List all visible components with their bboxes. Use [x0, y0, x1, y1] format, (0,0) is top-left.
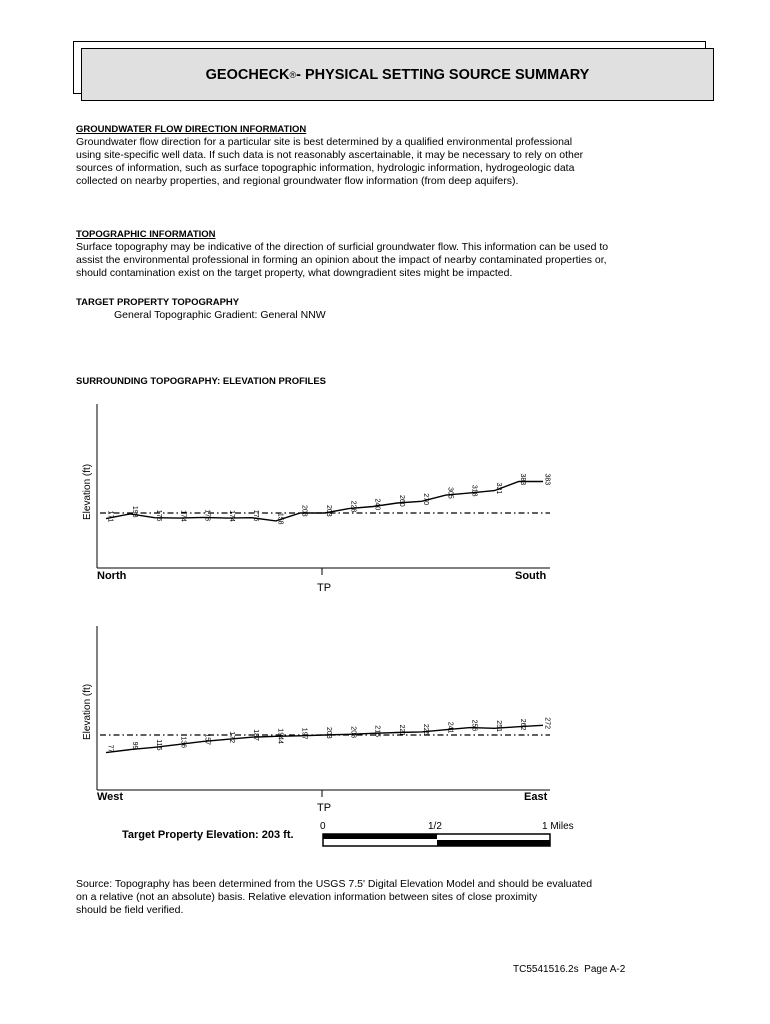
elevation-value-label: 203 — [325, 727, 332, 739]
topographic-line: assist the environmental professional in forming an opinion about the impact of nearby contaminated properties or, — [76, 254, 607, 266]
ns-end-label: South — [515, 570, 547, 582]
elevation-value-label: 221 — [397, 724, 405, 737]
elevation-value-label: 197 — [300, 727, 308, 740]
surrounding-heading: SURROUNDING TOPOGRAPHY: ELEVATION PROFILES — [76, 376, 327, 387]
document-code: TC5541516.2s — [513, 964, 579, 975]
page-number: Page A-2 — [584, 964, 626, 975]
we-end-label: East — [524, 791, 548, 803]
elevation-value-label: 256 — [470, 719, 478, 732]
elevation-value-label: 178 — [203, 509, 211, 522]
title-rest: - PHYSICAL SETTING SOURCE SUMMARY — [296, 66, 590, 83]
elevation-value-label: 260 — [397, 495, 405, 507]
elevation-value-label: 176 — [155, 509, 163, 522]
page-footer — [513, 964, 625, 975]
elevation-value-label: 383 — [519, 473, 527, 486]
scale-bar-first-half — [323, 834, 437, 839]
elevation-value-label: 241 — [446, 721, 454, 734]
we-tp-label: TP — [317, 802, 332, 814]
groundwater-line: collected on nearby properties, and regional groundwater flow information (from deep aquifers). — [76, 175, 519, 187]
elevation-value-label: 174 — [227, 510, 235, 522]
source-line: should be field verified. — [76, 904, 184, 916]
elevation-value-label: 305 — [446, 487, 454, 499]
scale-half-label: 1/2 — [428, 821, 442, 832]
elevation-value-label: 174 — [179, 510, 187, 522]
registered-mark: ® — [289, 69, 297, 80]
elevation-value-label: 240 — [373, 498, 381, 511]
groundwater-line: using site-specific well data. If such data is not reasonably ascertainable, it may be necessary to rely on other — [76, 149, 584, 161]
groundwater-heading: GROUNDWATER FLOW DIRECTION INFORMATION — [76, 124, 307, 135]
elevation-value-label: 383 — [543, 473, 551, 486]
elevation-value-label: 203 — [325, 505, 332, 517]
elevation-value-label: 158 — [276, 512, 284, 525]
scale-bar — [322, 833, 552, 849]
elevation-value-label: 208 — [349, 726, 357, 738]
elevation-value-label: 331 — [494, 482, 502, 495]
groundwater-line: Groundwater flow direction for a particular site is best determined by a qualified environmental professional — [76, 136, 573, 148]
elevation-value-label: 157 — [203, 733, 211, 746]
elevation-value-label: 203 — [300, 505, 308, 517]
target-property-elevation: Target Property Elevation: 203 ft. — [122, 829, 294, 841]
title-main: GEOCHECK — [205, 66, 290, 83]
topographic-gradient: General Topographic Gradient: General NNW — [114, 309, 326, 321]
scale-bar-second-half — [437, 840, 550, 846]
elevation-value-label: 198 — [130, 505, 138, 518]
scale-one-label: 1 Miles — [542, 821, 574, 832]
elevation-value-label: 99 — [130, 741, 138, 750]
source-note — [76, 878, 676, 917]
elevation-value-label: 115 — [155, 739, 163, 751]
elevation-value-label: 251 — [494, 720, 502, 732]
we-start-label: West — [97, 791, 124, 803]
we-y-axis-title: Elevation (ft) — [82, 683, 93, 740]
elevation-value-label: 187 — [252, 729, 260, 741]
elevation-value-label: 215 — [373, 725, 381, 737]
topographic-heading: TOPOGRAPHIC INFORMATION — [76, 229, 216, 240]
groundwater-line: sources of information, such as surface topographic information, hydrologic information, hydrogeologic data — [76, 162, 575, 174]
elevation-value-label: 77 — [106, 744, 114, 753]
source-line: on a relative (not an absolute) basis. Relative elevation information between sites of close proximity — [76, 891, 538, 903]
source-line: Source: Topography has been determined from the USGS 7.5' Digital Elevation Model and should be evaluated — [76, 878, 593, 890]
elevation-value-label: 172 — [227, 731, 235, 743]
elevation-value-label: 176 — [252, 509, 260, 522]
topographic-line: should contamination exist on the target property, what downgradient sites might be impacted. — [76, 267, 513, 279]
elevation-value-label: 1944 — [276, 728, 284, 744]
ns-y-axis-title: Elevation (ft) — [82, 463, 93, 520]
elevation-value-label: 272 — [543, 717, 551, 729]
ns-start-label: North — [97, 570, 127, 582]
elevation-value-label: 228 — [349, 500, 357, 513]
target-topography-heading: TARGET PROPERTY TOPOGRAPHY — [76, 297, 240, 308]
ns-tp-label: TP — [317, 582, 332, 594]
elevation-value-label: 262 — [519, 718, 527, 731]
elevation-value-label: 171 — [106, 510, 114, 523]
elevation-value-label: 136 — [179, 736, 187, 749]
elevation-value-label: 270 — [422, 493, 430, 505]
topographic-line: Surface topography may be indicative of the direction of surficial groundwater flow. This information can be used to — [76, 241, 609, 253]
scale-zero-label: 0 — [320, 821, 326, 832]
elevation-value-label: 225 — [422, 723, 430, 736]
elevation-value-label: 318 — [470, 484, 478, 497]
